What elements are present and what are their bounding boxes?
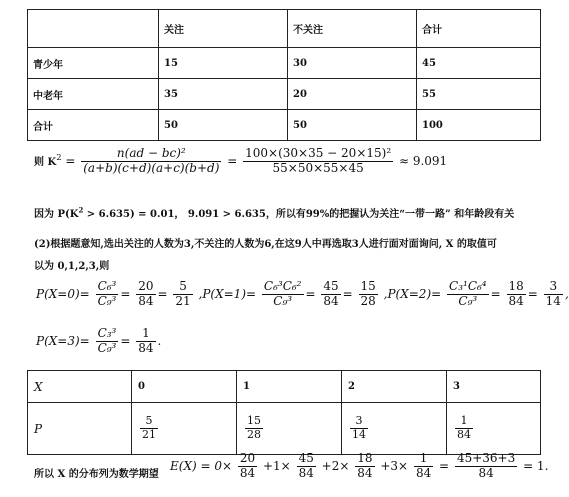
prob-line-2: P(X=3)= $\frac{\text{C₃³}}{\text{C₉³}}$ = $\frac{1}{84}$ . [36, 326, 162, 355]
p3-den: C₉³ [97, 340, 117, 355]
table-cell [237, 403, 342, 455]
p1-fraction-2 [359, 280, 378, 309]
table-row [28, 110, 541, 141]
conclusion-b: > 6.635) = 0.01， 9.091 > 6.635，所以有99%的把握认为关注“一带一路” 和年龄段有关 [83, 209, 515, 220]
k2-fraction [81, 147, 221, 176]
p2-num: C₃¹C₆⁴ [449, 279, 487, 293]
frac-num: 45 [298, 451, 314, 465]
ex-term-3: +3× [380, 458, 409, 473]
ex-term-2: +2× [321, 458, 350, 473]
table-row [28, 48, 541, 79]
table-header-row [28, 10, 541, 48]
frac-num: 20 [239, 451, 256, 465]
ex-frac-2 [355, 452, 374, 481]
part2-line: (2)根据题意知,选出关注的人数为3,不关注的人数为6,在这9人中再选取3人进行面对面询问, X 的取值可 [34, 239, 497, 250]
p1-den: C₉³ [273, 293, 293, 308]
p3-f1d: 84 [138, 340, 154, 355]
frac-num: 3 [350, 415, 368, 429]
k2-numerator: n(ad − bc)² [81, 147, 221, 162]
p2-tail: , [564, 286, 569, 301]
table-cell: 1 [237, 371, 342, 403]
p0-den: C₉³ [97, 293, 117, 308]
p2-fraction-2 [544, 280, 563, 309]
p1-f1n: 45 [323, 279, 339, 293]
table-cell: 15 [159, 48, 288, 79]
table-header-cell [28, 10, 159, 48]
table-header-cell: 不关注 [288, 10, 417, 48]
p0-f1d: 84 [138, 293, 154, 308]
frac-den: 84 [478, 465, 494, 480]
p3-comb-fraction [96, 327, 119, 356]
k2-prefix: 则 K [34, 156, 57, 168]
table-fraction [350, 415, 368, 441]
table-fraction [245, 415, 263, 441]
table-cell: 30 [288, 48, 417, 79]
table-cell: 50 [159, 110, 288, 141]
table-cell: P [28, 403, 132, 455]
footer-text: 所以 X 的分布列为数学期望 [34, 469, 159, 480]
table-cell: 100 [417, 110, 541, 141]
ex-eq: = [439, 458, 450, 473]
frac-den: 28 [247, 428, 261, 441]
p0-f2d: 21 [175, 293, 191, 308]
k2-numerator-values: 100×(30×35 − 20×15)² [245, 146, 392, 160]
p2-comb-fraction [447, 280, 489, 309]
frac-den: 84 [239, 465, 256, 480]
p2-fraction-1 [507, 280, 526, 309]
table-cell: X [28, 371, 132, 403]
ex-frac-sum [455, 452, 517, 481]
distribution-table [27, 370, 541, 455]
p0-comb-fraction [96, 280, 119, 309]
p3-label: P(X=3)= [36, 333, 90, 348]
frac-num: 18 [357, 451, 373, 465]
table-cell: 合计 [28, 110, 159, 141]
ex-frac-0 [238, 452, 257, 481]
contingency-table [27, 9, 541, 141]
frac-den: 84 [457, 428, 471, 441]
table-cell: 50 [288, 110, 417, 141]
p2-f2n: 3 [544, 280, 563, 295]
table-cell: 55 [417, 79, 541, 110]
k2-eq2: = [227, 153, 238, 168]
frac-num: 15 [247, 414, 261, 428]
p0-f1n: 20 [138, 279, 154, 293]
table-cell: 45 [417, 48, 541, 79]
conclusion-line [34, 205, 514, 220]
p1-f1d: 84 [323, 293, 339, 308]
p2-den: C₉³ [458, 293, 478, 308]
table-row [28, 79, 541, 110]
p0-label: P(X=0)= [36, 286, 90, 301]
k2-formula [34, 147, 447, 176]
p2-f1d: 84 [508, 293, 524, 308]
p2-f1n: 18 [508, 279, 524, 293]
p0-fraction-1 [136, 280, 155, 309]
p2-label: ,P(X=2)= [383, 286, 442, 301]
part2-line-cont: 以为 0,1,2,3,则 [34, 261, 110, 272]
frac-num: 1 [455, 415, 473, 429]
table-cell: 青少年 [28, 48, 159, 79]
conclusion-a: 因为 P(K [34, 209, 79, 220]
frac-num: 45+36+3 [456, 451, 516, 465]
table-fraction [455, 415, 473, 441]
p1-comb-fraction [262, 280, 304, 309]
p1-num: C₆³C₆² [263, 279, 302, 293]
p0-num: C₆³ [97, 279, 117, 293]
k2-fraction-values [243, 147, 393, 176]
table-cell: 35 [159, 79, 288, 110]
ex-term-1: +1× [262, 458, 291, 473]
frac-den: 21 [142, 428, 156, 441]
frac-den: 84 [298, 465, 314, 480]
table-row [28, 371, 541, 403]
k2-eq: = [65, 153, 76, 168]
p0-f2n: 5 [173, 280, 192, 295]
table-cell: 3 [447, 371, 541, 403]
table-cell: 2 [342, 371, 447, 403]
table-cell [342, 403, 447, 455]
frac-num: 5 [140, 415, 158, 429]
p1-f2n: 15 [360, 279, 376, 293]
p3-num: C₃³ [97, 326, 117, 340]
table-row [28, 403, 541, 455]
p3-tail: . [157, 333, 162, 348]
ex-label: E(X) = 0× [170, 458, 233, 473]
k2-sup: 2 [56, 151, 62, 162]
frac-den: 14 [352, 428, 366, 441]
k2-denominator-values: 55×50×55×45 [272, 160, 364, 175]
frac-num: 1 [414, 452, 433, 467]
frac-den: 84 [415, 465, 432, 480]
conclusion-sup: 2 [78, 205, 84, 215]
p0-fraction-2 [173, 280, 192, 309]
k2-denominator: (a+b)(c+d)(a+c)(b+d) [83, 160, 220, 175]
p3-f1n: 1 [136, 327, 155, 342]
p1-fraction-1 [321, 280, 340, 309]
table-cell: 20 [288, 79, 417, 110]
table-cell [132, 403, 237, 455]
table-cell: 0 [132, 371, 237, 403]
ex-frac-3 [414, 452, 433, 481]
p1-f2d: 28 [360, 293, 376, 308]
table-header-cell: 关注 [159, 10, 288, 48]
p3-fraction-1 [136, 327, 155, 356]
ex-result: = 1. [523, 458, 549, 473]
ex-frac-1 [297, 452, 316, 481]
k2-result: ≈ 9.091 [398, 153, 448, 168]
p1-label: ,P(X=1)= [198, 286, 257, 301]
p2-f2d: 14 [545, 293, 561, 308]
table-fraction [140, 415, 158, 441]
table-cell: 中老年 [28, 79, 159, 110]
table-header-cell: 合计 [417, 10, 541, 48]
prob-line-1: P(X=0)= $\frac{\text{C₆³}}{\text{C₉³}}$ = $\frac{20}{84}$ = $\frac{5}{21}$ ,P(X=1)= $\frac{\text{C₆³C₆²}}{\text{C₉³}}$ = $\frac{45}{84}$ = $\frac{15}{28}$ ,P(X=2)= $\frac{\text{C₃¹C₆⁴}}{\text{C₉³}}$ = $\frac{18}{84}$ = $\frac{3}{14}$ , [36, 279, 569, 308]
frac-den: 84 [357, 465, 373, 480]
table-cell [447, 403, 541, 455]
expectation-formula [170, 452, 548, 481]
